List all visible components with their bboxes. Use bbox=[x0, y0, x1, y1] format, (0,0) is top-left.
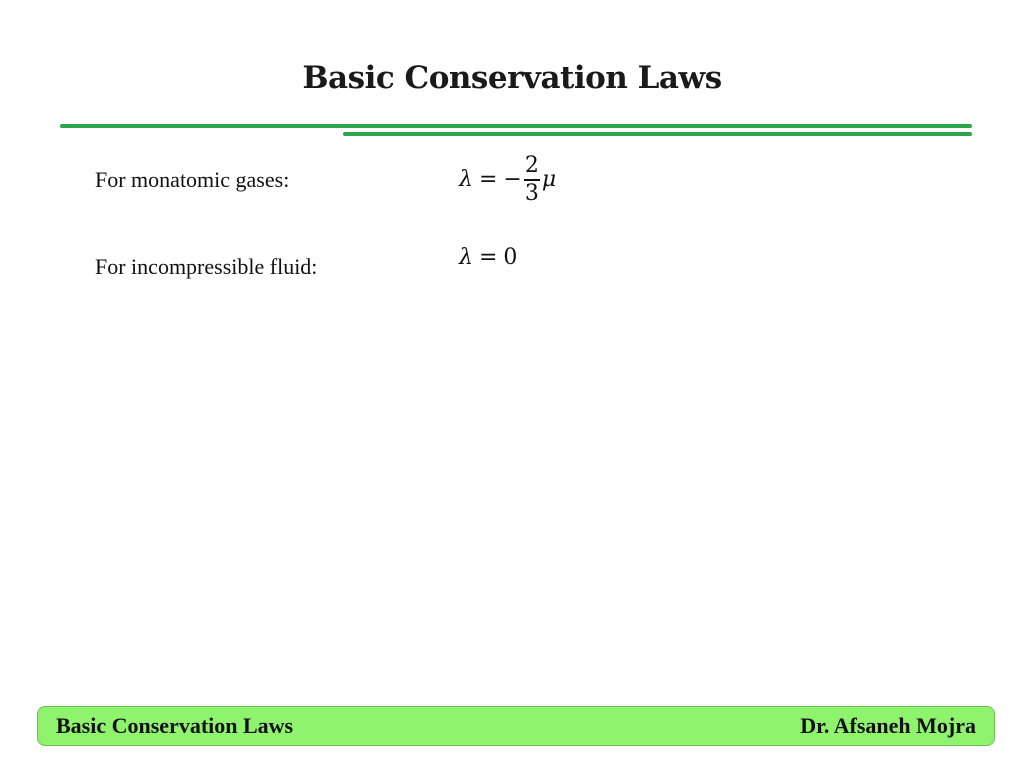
incompressible-fluid-equation bbox=[459, 241, 517, 273]
equals-sign: = bbox=[478, 167, 498, 193]
lambda-symbol: λ bbox=[459, 167, 473, 193]
fraction bbox=[524, 154, 540, 206]
equals-sign: = bbox=[478, 244, 498, 270]
footer-author: Dr. Afsaneh Mojra bbox=[800, 713, 976, 738]
zero-value: 0 bbox=[503, 244, 518, 270]
title-divider-lower bbox=[343, 132, 972, 136]
fraction-denominator: 3 bbox=[524, 180, 539, 206]
monatomic-gases-equation bbox=[459, 154, 556, 206]
footer-bar bbox=[37, 706, 995, 746]
lambda-symbol: λ bbox=[459, 244, 473, 270]
slide-title: Basic Conservation Laws bbox=[302, 60, 722, 96]
minus-sign: − bbox=[503, 167, 522, 193]
title-divider-upper bbox=[60, 124, 972, 128]
monatomic-gases-label: For monatomic gases: bbox=[95, 167, 290, 192]
incompressible-fluid-label: For incompressible fluid: bbox=[95, 254, 318, 279]
mu-symbol: μ bbox=[541, 167, 557, 193]
fraction-numerator: 2 bbox=[524, 153, 539, 178]
footer-course-title: Basic Conservation Laws bbox=[56, 713, 294, 738]
